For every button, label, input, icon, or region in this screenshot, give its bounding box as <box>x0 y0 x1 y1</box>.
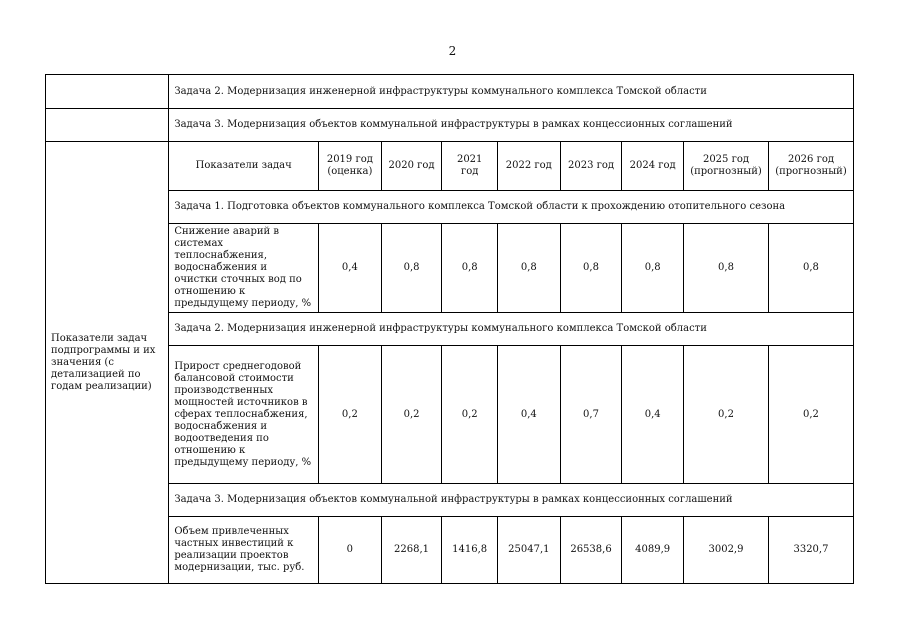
value-cell: 26538,6 <box>560 517 622 584</box>
year-header: 2024 год <box>622 142 684 191</box>
value-cell: 0,2 <box>381 346 442 484</box>
page-number: 2 <box>448 44 457 58</box>
value-cell: 0,8 <box>622 224 684 313</box>
indicator-name: Снижение аварий в системах теплоснабжения, водоснабжения и очистки сточных вод по отношению к предыдущему периоду, % <box>169 224 319 313</box>
value-cell: 2268,1 <box>381 517 442 584</box>
value-cell: 4089,9 <box>622 517 684 584</box>
indicator-name: Объем привлеченных частных инвестиций к реализации проектов модернизации, тыс. руб. <box>169 517 319 584</box>
year-header: 2025 год (прогнозный) <box>684 142 769 191</box>
value-cell: 3002,9 <box>684 517 769 584</box>
empty-cell <box>46 75 169 109</box>
value-cell: 0,8 <box>560 224 622 313</box>
section-task-2: Задача 2. Модернизация инженерной инфраструктуры коммунального комплекса Томской области <box>169 313 854 346</box>
value-cell: 0,2 <box>684 346 769 484</box>
value-cell: 0,8 <box>768 224 853 313</box>
value-cell: 0,8 <box>442 224 498 313</box>
value-cell: 0,2 <box>319 346 382 484</box>
value-cell: 0 <box>319 517 382 584</box>
value-cell: 0,8 <box>684 224 769 313</box>
year-header: 2026 год (прогнозный) <box>768 142 853 191</box>
value-cell: 3320,7 <box>768 517 853 584</box>
year-header: 2021 год <box>442 142 498 191</box>
indicator-header: Показатели задач <box>169 142 319 191</box>
value-cell: 1416,8 <box>442 517 498 584</box>
empty-cell <box>46 109 169 142</box>
value-cell: 0,2 <box>442 346 498 484</box>
section-task-3: Задача 3. Модернизация объектов коммунальной инфраструктуры в рамках концессионных соглашений <box>169 484 854 517</box>
task-2-top-row: Задача 2. Модернизация инженерной инфраструктуры коммунального комплекса Томской области <box>169 75 854 109</box>
value-cell: 0,2 <box>768 346 853 484</box>
value-cell: 0,8 <box>381 224 442 313</box>
value-cell: 0,8 <box>497 224 560 313</box>
section-task-1: Задача 1. Подготовка объектов коммунального комплекса Томской области к прохождению отопительного сезона <box>169 191 854 224</box>
task-3-top-row: Задача 3. Модернизация объектов коммунальной инфраструктуры в рамках концессионных соглашений <box>169 109 854 142</box>
indicators-label: Показатели задач подпрограммы и их значения (с детализацией по годам реализации) <box>46 142 169 584</box>
year-header: 2019 год (оценка) <box>319 142 382 191</box>
indicator-name: Прирост среднегодовой балансовой стоимости производственных мощностей источников в сферах теплоснабжения, водоснабжения и водоотведения по отношению к предыдущему периоду, % <box>169 346 319 484</box>
year-header: 2020 год <box>381 142 442 191</box>
year-header: 2022 год <box>497 142 560 191</box>
value-cell: 0,4 <box>497 346 560 484</box>
value-cell: 0,7 <box>560 346 622 484</box>
value-cell: 25047,1 <box>497 517 560 584</box>
year-header: 2023 год <box>560 142 622 191</box>
indicators-table <box>45 74 854 584</box>
value-cell: 0,4 <box>622 346 684 484</box>
value-cell: 0,4 <box>319 224 382 313</box>
